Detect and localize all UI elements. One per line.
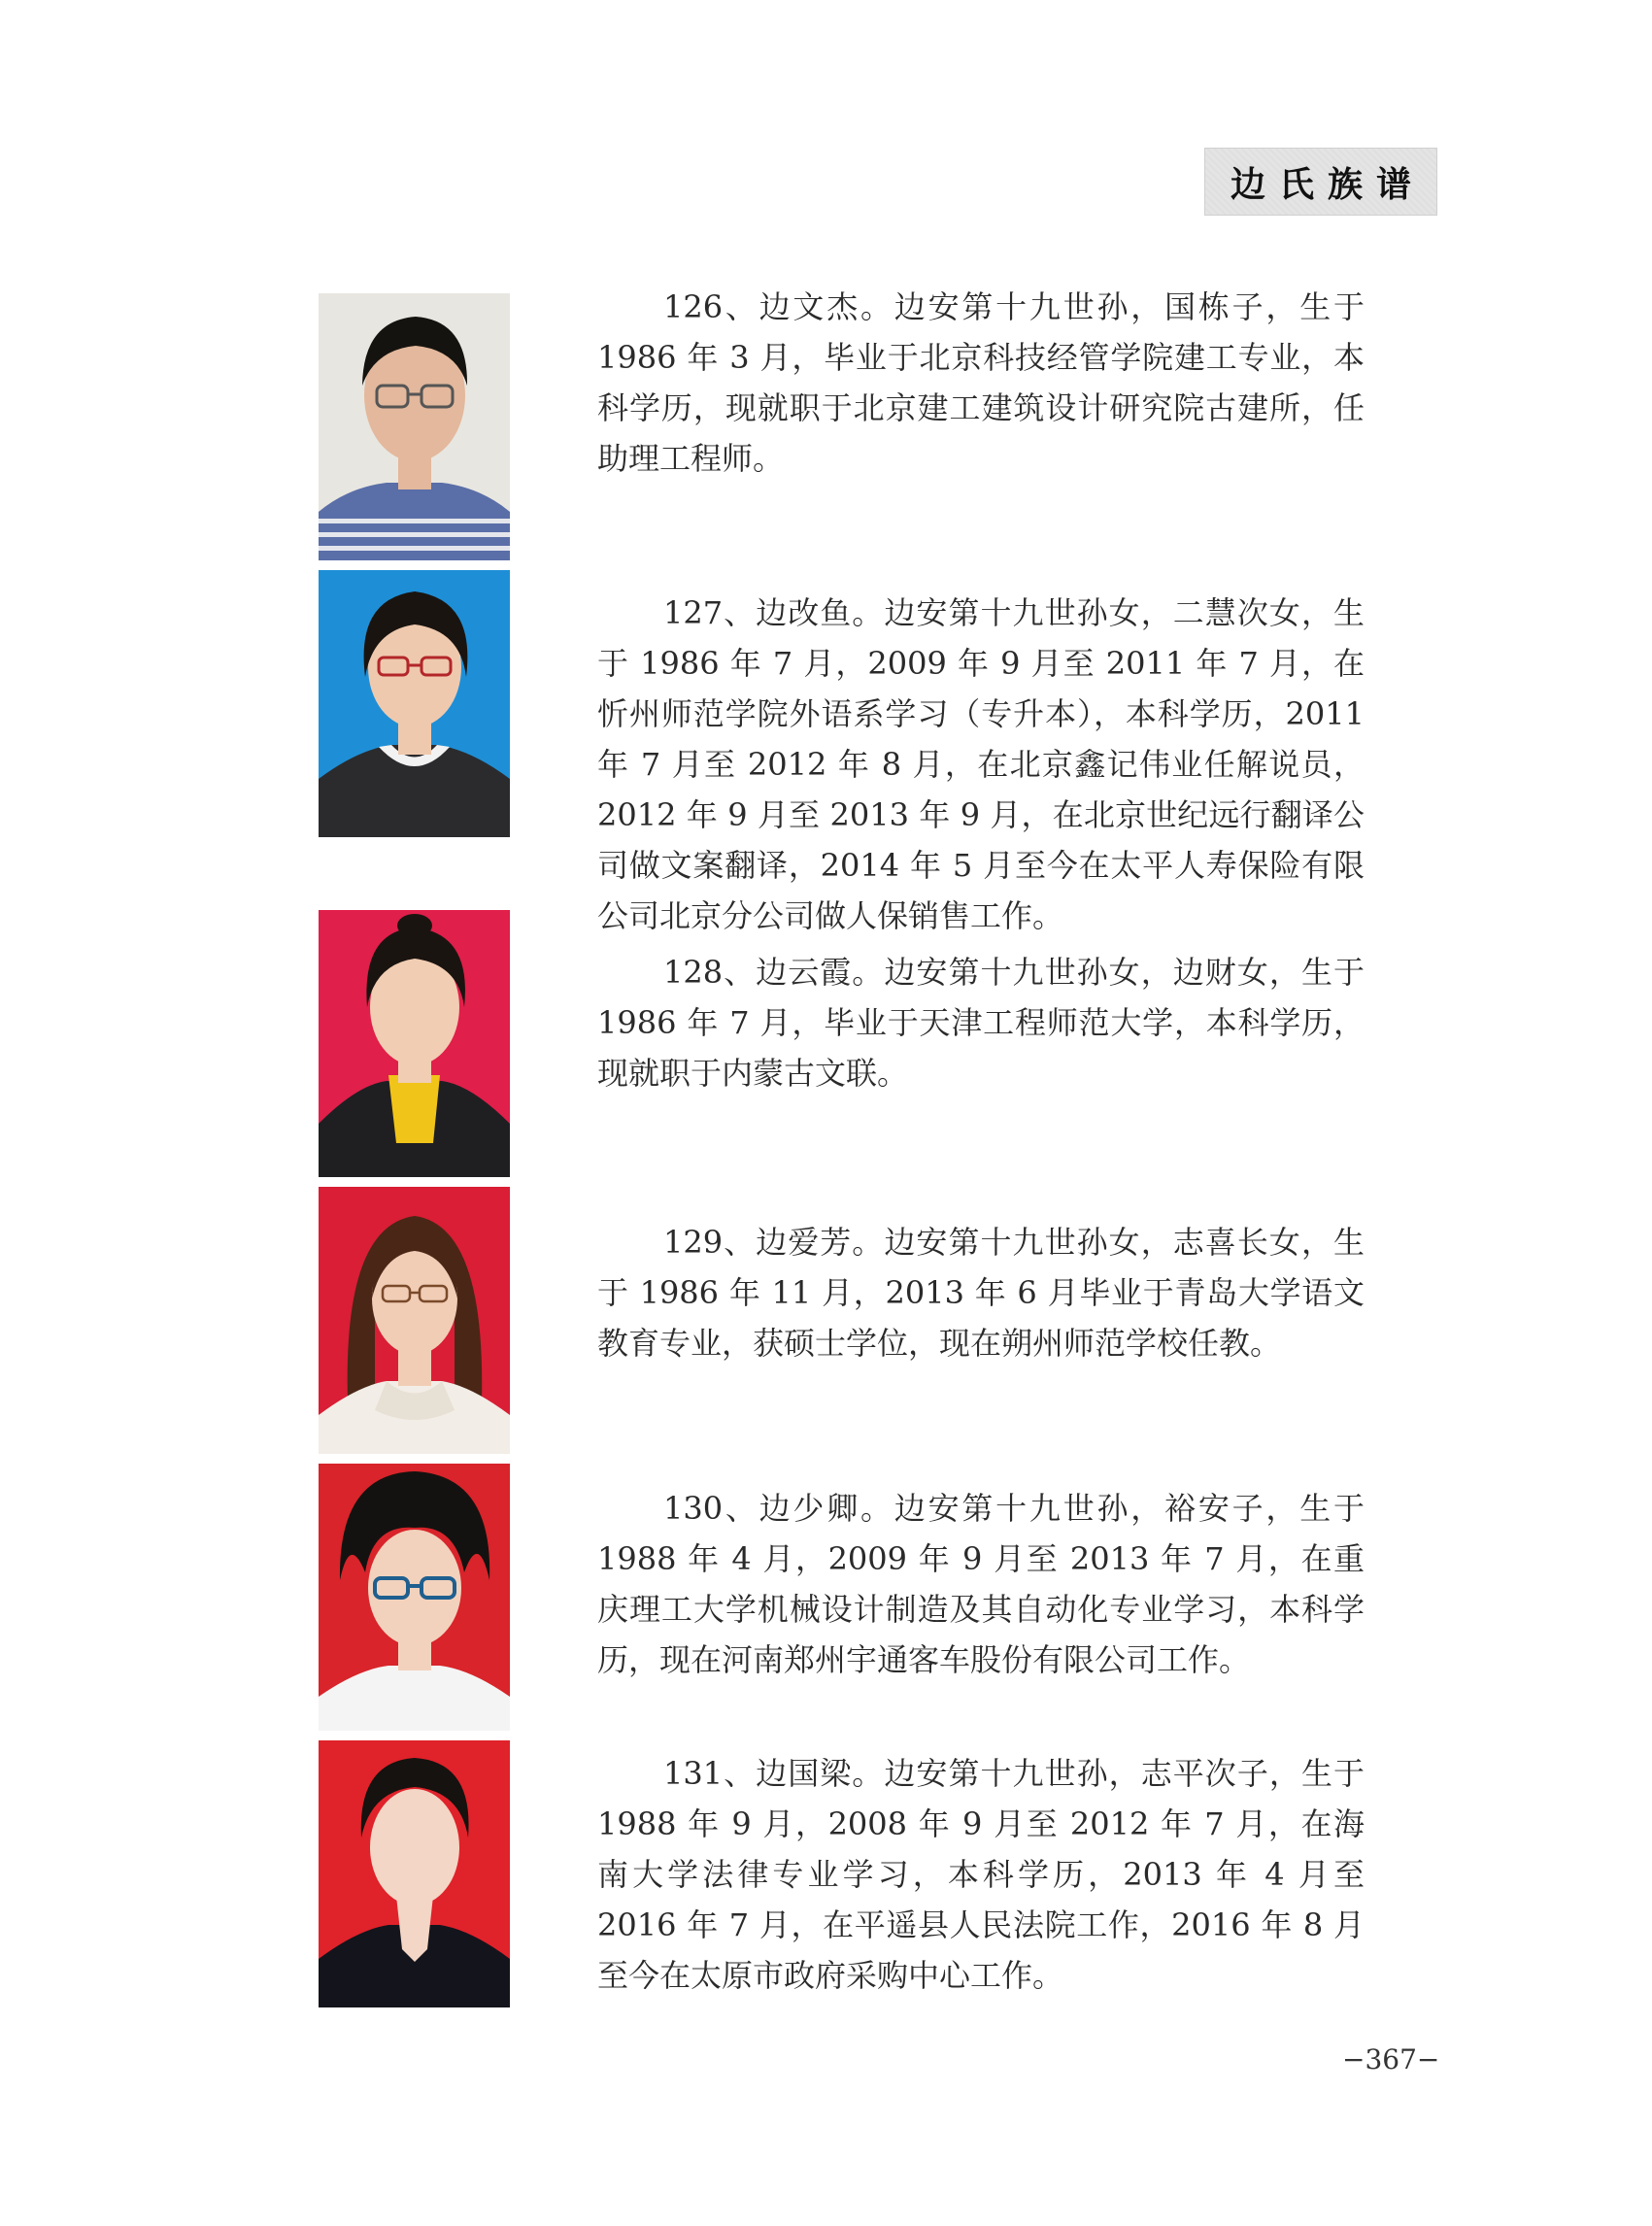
portrait-photo-127 — [319, 570, 510, 837]
entry-130: 130、边少卿。边安第十九世孙，裕安子，生于 1988 年 4 月，2009 年 9 月至 2013 年 7 月，在重庆理工大学机械设计制造及其自动化专业学习，本科学历，现在河南郑州宇通客车股份有限公司工作。 — [597, 1490, 1365, 1678]
entry-131: 131、边国梁。边安第十九世孙，志平次子，生于 1988 年 9 月，2008 年 9 月至 2012 年 7 月，在海南大学法律专业学习，本科学历，2013 年 4 月至 2016 年 7 月，在平遥县人民法院工作，2016 年 8 月至今在太原市政府采购中心工作。 — [597, 1755, 1365, 1994]
portrait-photo-128 — [319, 910, 510, 1177]
portrait-photo-131 — [319, 1740, 510, 2007]
entry-128: 128、边云霞。边安第十九世孙女，边财女，生于 1986 年 7 月，毕业于天津工程师范大学，本科学历，现就职于内蒙古文联。 — [597, 954, 1365, 1092]
entry-127: 127、边改鱼。边安第十九世孙女，二慧次女，生于 1986 年 7 月，2009 年 9 月至 2011 年 7 月，在忻州师范学院外语系学习（专升本），本科学历，2011 年 7 月至 2012 年 8 月，在北京鑫记伟业任解说员，2012 年 9 月至 2013 年 9 月，在北京世纪远行翻译公司做文案翻译，2014 年 5 月至今在太平人寿保险有限公司北京分公司做人保销售工作。 — [597, 594, 1365, 934]
header-banner — [1204, 148, 1437, 216]
portrait-photo-129 — [319, 1187, 510, 1454]
portrait-photo-130 — [319, 1464, 510, 1731]
page-number: −367− — [1342, 2043, 1440, 2075]
entry-129: 129、边爱芳。边安第十九世孙女，志喜长女，生于 1986 年 11 月，2013 年 6 月毕业于青岛大学语文教育专业，获硕士学位，现在朔州师范学校任教。 — [597, 1224, 1365, 1362]
entry-126: 126、边文杰。边安第十九世孙，国栋子，生于 1986 年 3 月，毕业于北京科技经管学院建工专业，本科学历，现就职于北京建工建筑设计研究院古建所，任助理工程师。 — [597, 288, 1365, 477]
portrait-photo-126 — [319, 293, 510, 560]
genealogy-title: 边氏族谱 — [1230, 164, 1425, 205]
